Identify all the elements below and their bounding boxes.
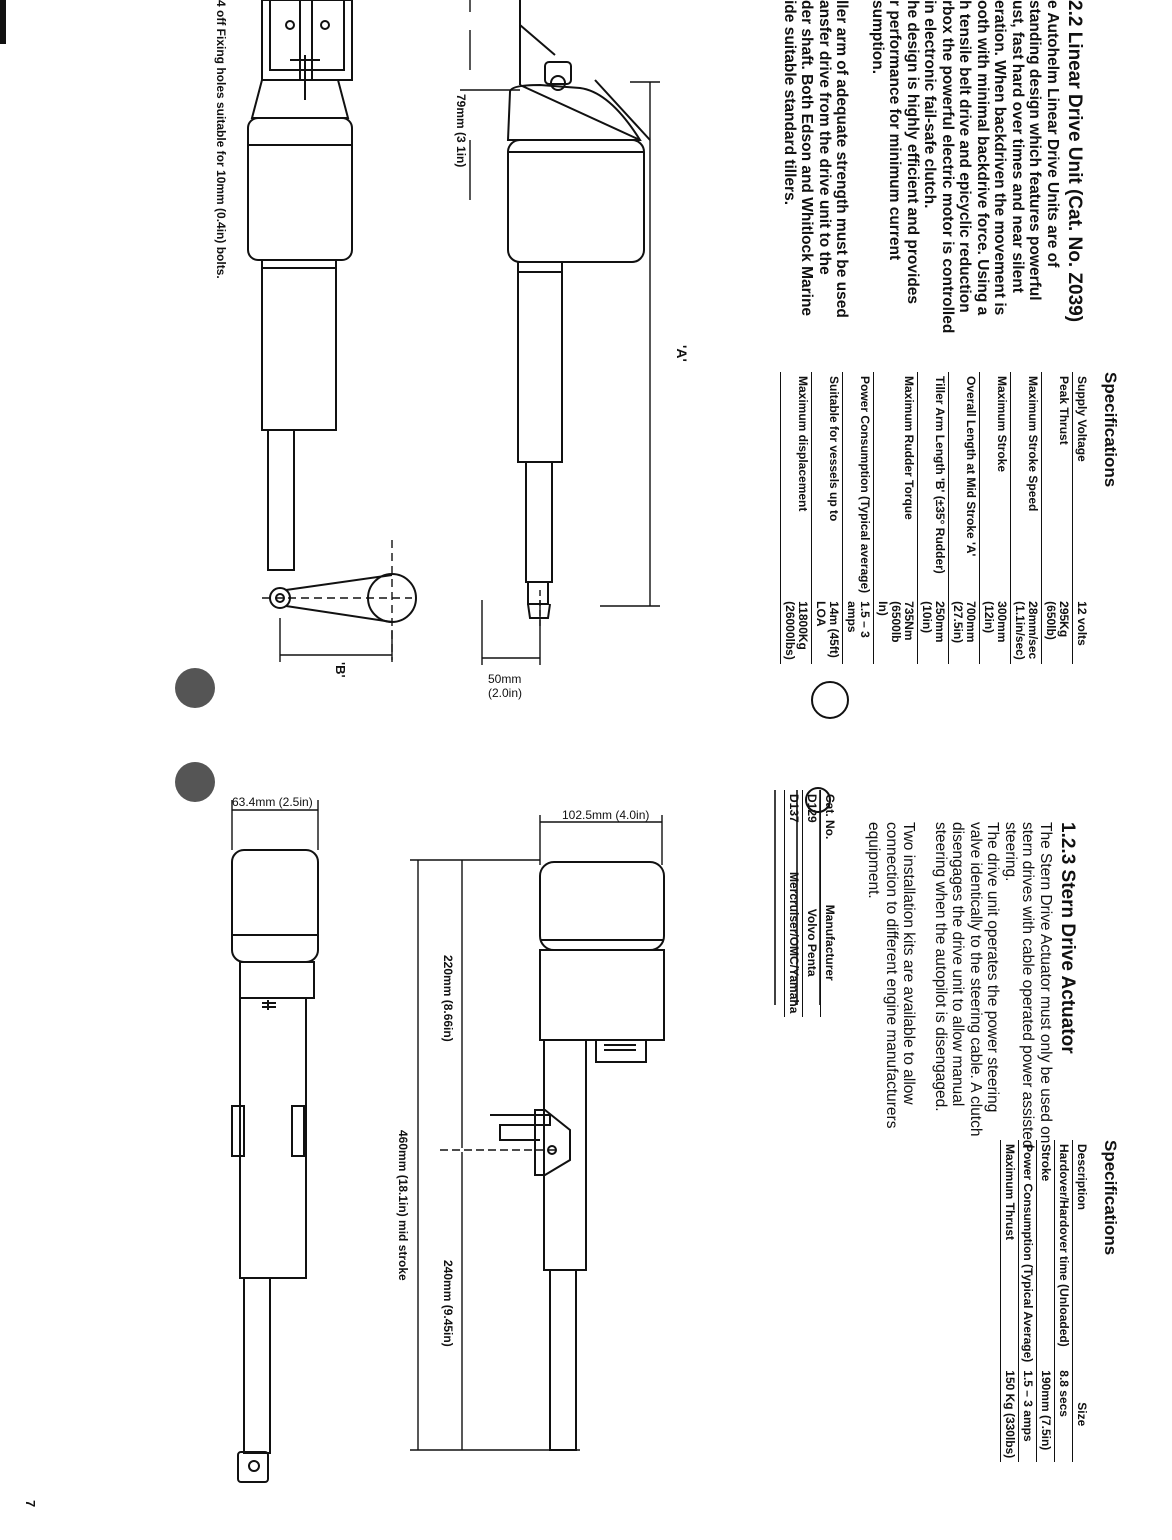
linear-drive-side-view	[460, 0, 660, 665]
kit-header-manufacturer: Manufacturer	[821, 868, 839, 1017]
table-row	[812, 372, 843, 664]
side-motor-body	[508, 140, 644, 262]
dim-63mm: 63.4mm (2.5in)	[232, 795, 313, 809]
table-row	[980, 372, 1011, 664]
table-row	[1073, 372, 1091, 664]
spec-label: Maximum displacement	[781, 372, 812, 597]
table-row	[1042, 372, 1073, 664]
table-row: Stroke 190mm (7.5in)	[1037, 1140, 1055, 1462]
spec-value: 250mm (10in)	[918, 597, 949, 664]
spec-value: 295Kg (650lb)	[1042, 597, 1073, 664]
linear-drive-spec-title: Specifications	[1101, 372, 1120, 488]
stern-drive-side-view	[410, 815, 664, 1450]
spec-label: Maximum Rudder Torque	[874, 372, 918, 597]
dim-460mm: 460mm (18.1in) mid stroke	[396, 1130, 410, 1281]
dim-220mm: 220mm (8.66in)	[441, 955, 455, 1042]
dim-240mm: 240mm (9.45in)	[441, 1260, 455, 1347]
table-row: D137 Mercruiser/OMC/Yamaha	[785, 790, 803, 1017]
spec-value: 28mm/sec (1.1in/sec)	[1011, 597, 1042, 664]
stern-drive-paragraph-1: The Stern Drive Actuator must only be used on stern drives with cable operated power assisted steering. The drive unit operates the power steering valve identically to the steering cable. A clutch disengages the drive unit to allow manual steering when the autopilot is disengaged.	[932, 822, 1054, 1149]
table-row	[843, 372, 874, 664]
stern-drive-spec-table	[1000, 1140, 1090, 1462]
kit-header-cat: Cat. No.	[821, 790, 839, 868]
linear-drive-spec-block	[780, 372, 1120, 664]
stern-drive-text-block	[865, 822, 1078, 1149]
stern-drive-heading: 1.2.3 Stern Drive Actuator	[1057, 822, 1078, 1054]
spec-label: Suitable for vessels up to	[812, 372, 843, 597]
spec-value: 12 volts	[1073, 597, 1091, 664]
spec-value: 14m (45ft) LOA	[812, 597, 843, 664]
linear-drive-heading: 2.2 Linear Drive Unit (Cat. No. Z039)	[1064, 0, 1085, 323]
linear-drive-text-block	[781, 0, 1086, 333]
table-row: Hardover/Hardover time (Unloaded) 8.8 secs	[1055, 1140, 1073, 1462]
spec-label: Power Consumption (Typical average)	[843, 372, 874, 597]
spec-value: 11800Kg (26000lbs)	[781, 597, 812, 664]
spec-header-description: Description	[1073, 1140, 1091, 1366]
motor-body	[248, 118, 352, 260]
spec-value: 300mm (12in)	[980, 597, 1011, 664]
linear-drive-paragraph-1: e Autohelm Linear Drive Units are of standing design which features powerful ust, fast hard over times and near silent eration. When backdriven the movement is ooth with minimal backdrive force. Using a h tensile belt drive and epicyclic reduction rbox the powerful electric motor is controlled in electronic fail-safe clutch. he design is highly efficient and provides r performance for minimum current sumption.	[869, 0, 1061, 334]
table-row: Power Consumption (Typical Average) 1.5 – 3 amps	[1019, 1140, 1037, 1462]
spec-label: Overall Length at Mid Stroke 'A'	[949, 372, 980, 597]
dim-b-label: 'B'	[333, 662, 348, 678]
drive-tube	[262, 260, 336, 430]
spec-value: 700mm (27.5in)	[949, 597, 980, 664]
table-row	[949, 372, 980, 664]
spec-label: Peak Thrust	[1042, 372, 1073, 597]
spec-value: 1.5 – 3 amps	[843, 597, 874, 664]
spec-label: Maximum Stroke Speed	[1011, 372, 1042, 597]
dim-79mm: 79mm (3 1in)	[454, 94, 468, 168]
linear-drive-spec-table	[780, 372, 1090, 664]
mounting-plate	[262, 0, 352, 80]
table-row	[918, 372, 949, 664]
dim-a-label: 'A'	[674, 345, 690, 362]
stern-drive-top-view	[232, 800, 318, 1482]
spec-value: 735Nm (6500lb In)	[874, 597, 918, 664]
page-number: 7	[23, 1500, 38, 1508]
spec-label: Supply Voltage	[1073, 372, 1091, 597]
dim-102mm: 102.5mm (4.0in)	[562, 808, 650, 822]
table-row	[1011, 372, 1042, 664]
linear-drive-top-view	[248, 0, 416, 662]
stern-drive-paragraph-2: Two installation kits are available to allow connection to different engine manufacturers equipment.	[865, 822, 918, 1129]
fixing-holes-note: 4 off Fixing holes suitable for 10mm (0.4in) bolts.	[214, 0, 228, 279]
table-row: Maximum Thrust 150 Kg (330lbs)	[1001, 1140, 1019, 1462]
stern-drive-spec-block	[1000, 1140, 1120, 1462]
hole-punch-marks	[0, 0, 848, 812]
stern-drive-spec-title: Specifications	[1101, 1140, 1120, 1256]
table-row: D129 Volvo Penta	[803, 790, 821, 1017]
table-row	[781, 372, 812, 664]
installation-kits-table	[784, 790, 838, 1017]
dim-50mm: 50mm (2.0in)	[488, 672, 523, 700]
linear-drive-paragraph-2: ller arm of adequate strength must be used ansfer drive from the drive unit to the der shaft. Both Edson and Whitlock Marine ide suitable standard tillers.	[781, 0, 851, 318]
spec-label: Maximum Stroke	[980, 372, 1011, 597]
spec-label: Tiller Arm Length 'B' (±35° Rudder)	[918, 372, 949, 597]
spec-header-size: Size	[1073, 1366, 1091, 1462]
push-rod	[268, 430, 294, 570]
table-row	[874, 372, 918, 664]
